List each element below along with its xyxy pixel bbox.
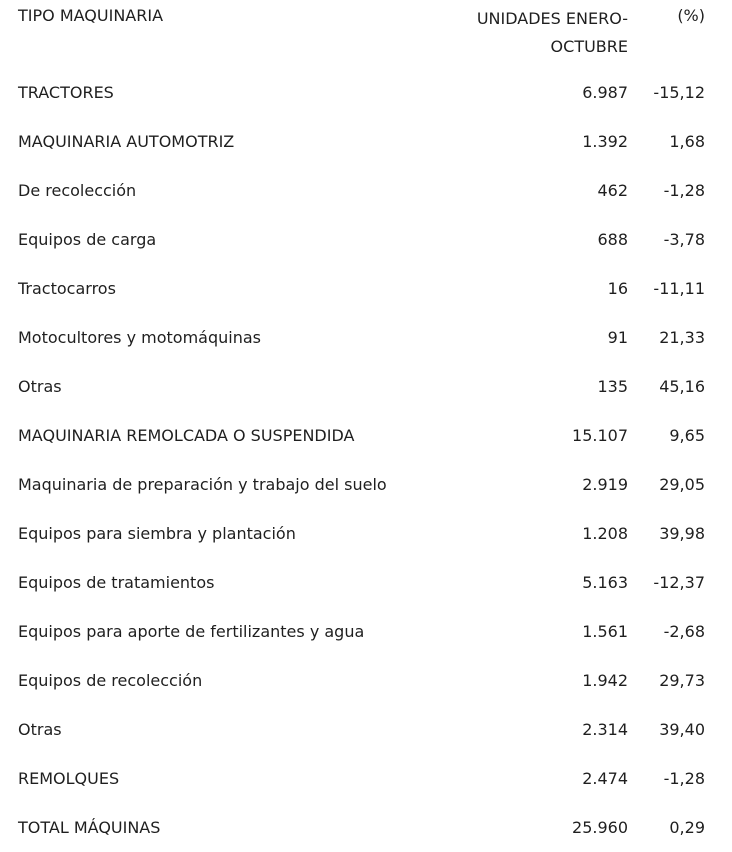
row-machinery-type: TRACTORES bbox=[18, 83, 114, 102]
table-body bbox=[18, 62, 708, 846]
row-units: 2.474 bbox=[582, 769, 628, 788]
table-row bbox=[18, 748, 708, 797]
row-units: 1.392 bbox=[582, 132, 628, 151]
row-percent: -3,78 bbox=[663, 230, 705, 249]
row-percent: 39,40 bbox=[659, 720, 705, 739]
table-row bbox=[18, 356, 708, 405]
machinery-table bbox=[18, 0, 708, 846]
row-percent: -1,28 bbox=[663, 769, 705, 788]
table-row bbox=[18, 699, 708, 748]
row-machinery-type: De recolección bbox=[18, 181, 137, 200]
row-machinery-type: Equipos de carga bbox=[18, 230, 157, 249]
row-machinery-type: MAQUINARIA REMOLCADA O SUSPENDIDA bbox=[18, 426, 355, 445]
table-row bbox=[18, 405, 708, 454]
row-percent: 9,65 bbox=[669, 426, 705, 445]
table-header bbox=[18, 0, 708, 62]
table-row bbox=[18, 209, 708, 258]
row-units: 6.987 bbox=[582, 83, 628, 102]
row-percent: -1,28 bbox=[663, 181, 705, 200]
table-row bbox=[18, 601, 708, 650]
row-units: 462 bbox=[597, 181, 628, 200]
row-units: 1.561 bbox=[582, 622, 628, 641]
table-row bbox=[18, 503, 708, 552]
row-units: 1.942 bbox=[582, 671, 628, 690]
row-percent: 0,29 bbox=[669, 818, 705, 837]
header-unidades: UNIDADES ENERO-OCTUBRE bbox=[476, 9, 628, 56]
row-units: 2.919 bbox=[582, 475, 628, 494]
row-machinery-type: Equipos de tratamientos bbox=[18, 573, 215, 592]
row-machinery-type: Maquinaria de preparación y trabajo del suelo bbox=[18, 475, 387, 494]
row-machinery-type: Motocultores y motomáquinas bbox=[18, 328, 261, 347]
table-row bbox=[18, 307, 708, 356]
row-units: 25.960 bbox=[572, 818, 628, 837]
row-units: 15.107 bbox=[572, 426, 628, 445]
row-machinery-type: Equipos para siembra y plantación bbox=[18, 524, 296, 543]
table-row bbox=[18, 454, 708, 503]
row-percent: 29,05 bbox=[659, 475, 705, 494]
row-percent: -2,68 bbox=[663, 622, 705, 641]
row-machinery-type: MAQUINARIA AUTOMOTRIZ bbox=[18, 132, 235, 151]
row-units: 688 bbox=[597, 230, 628, 249]
row-units: 135 bbox=[597, 377, 628, 396]
row-machinery-type: Otras bbox=[18, 377, 62, 396]
row-percent: -11,11 bbox=[653, 279, 705, 298]
row-machinery-type: Tractocarros bbox=[18, 279, 116, 298]
row-machinery-type: Equipos de recolección bbox=[18, 671, 203, 690]
row-percent: 39,98 bbox=[659, 524, 705, 543]
table-row bbox=[18, 160, 708, 209]
row-machinery-type: REMOLQUES bbox=[18, 769, 120, 788]
table-row bbox=[18, 650, 708, 699]
row-units: 1.208 bbox=[582, 524, 628, 543]
row-machinery-type: Equipos para aporte de fertilizantes y agua bbox=[18, 622, 365, 641]
table-row bbox=[18, 62, 708, 111]
row-machinery-type: TOTAL MÁQUINAS bbox=[18, 818, 161, 837]
header-tipo-maquinaria: TIPO MAQUINARIA bbox=[18, 6, 164, 25]
header-percent: (%) bbox=[677, 6, 705, 25]
row-percent: 45,16 bbox=[659, 377, 705, 396]
row-units: 2.314 bbox=[582, 720, 628, 739]
row-percent: 1,68 bbox=[669, 132, 705, 151]
row-machinery-type: Otras bbox=[18, 720, 62, 739]
row-percent: 29,73 bbox=[659, 671, 705, 690]
table-row bbox=[18, 258, 708, 307]
row-percent: -15,12 bbox=[653, 83, 705, 102]
row-units: 91 bbox=[607, 328, 628, 347]
row-units: 5.163 bbox=[582, 573, 628, 592]
row-percent: -12,37 bbox=[653, 573, 705, 592]
row-units: 16 bbox=[607, 279, 628, 298]
table-row bbox=[18, 797, 708, 846]
table-row bbox=[18, 552, 708, 601]
table-row bbox=[18, 111, 708, 160]
row-percent: 21,33 bbox=[659, 328, 705, 347]
